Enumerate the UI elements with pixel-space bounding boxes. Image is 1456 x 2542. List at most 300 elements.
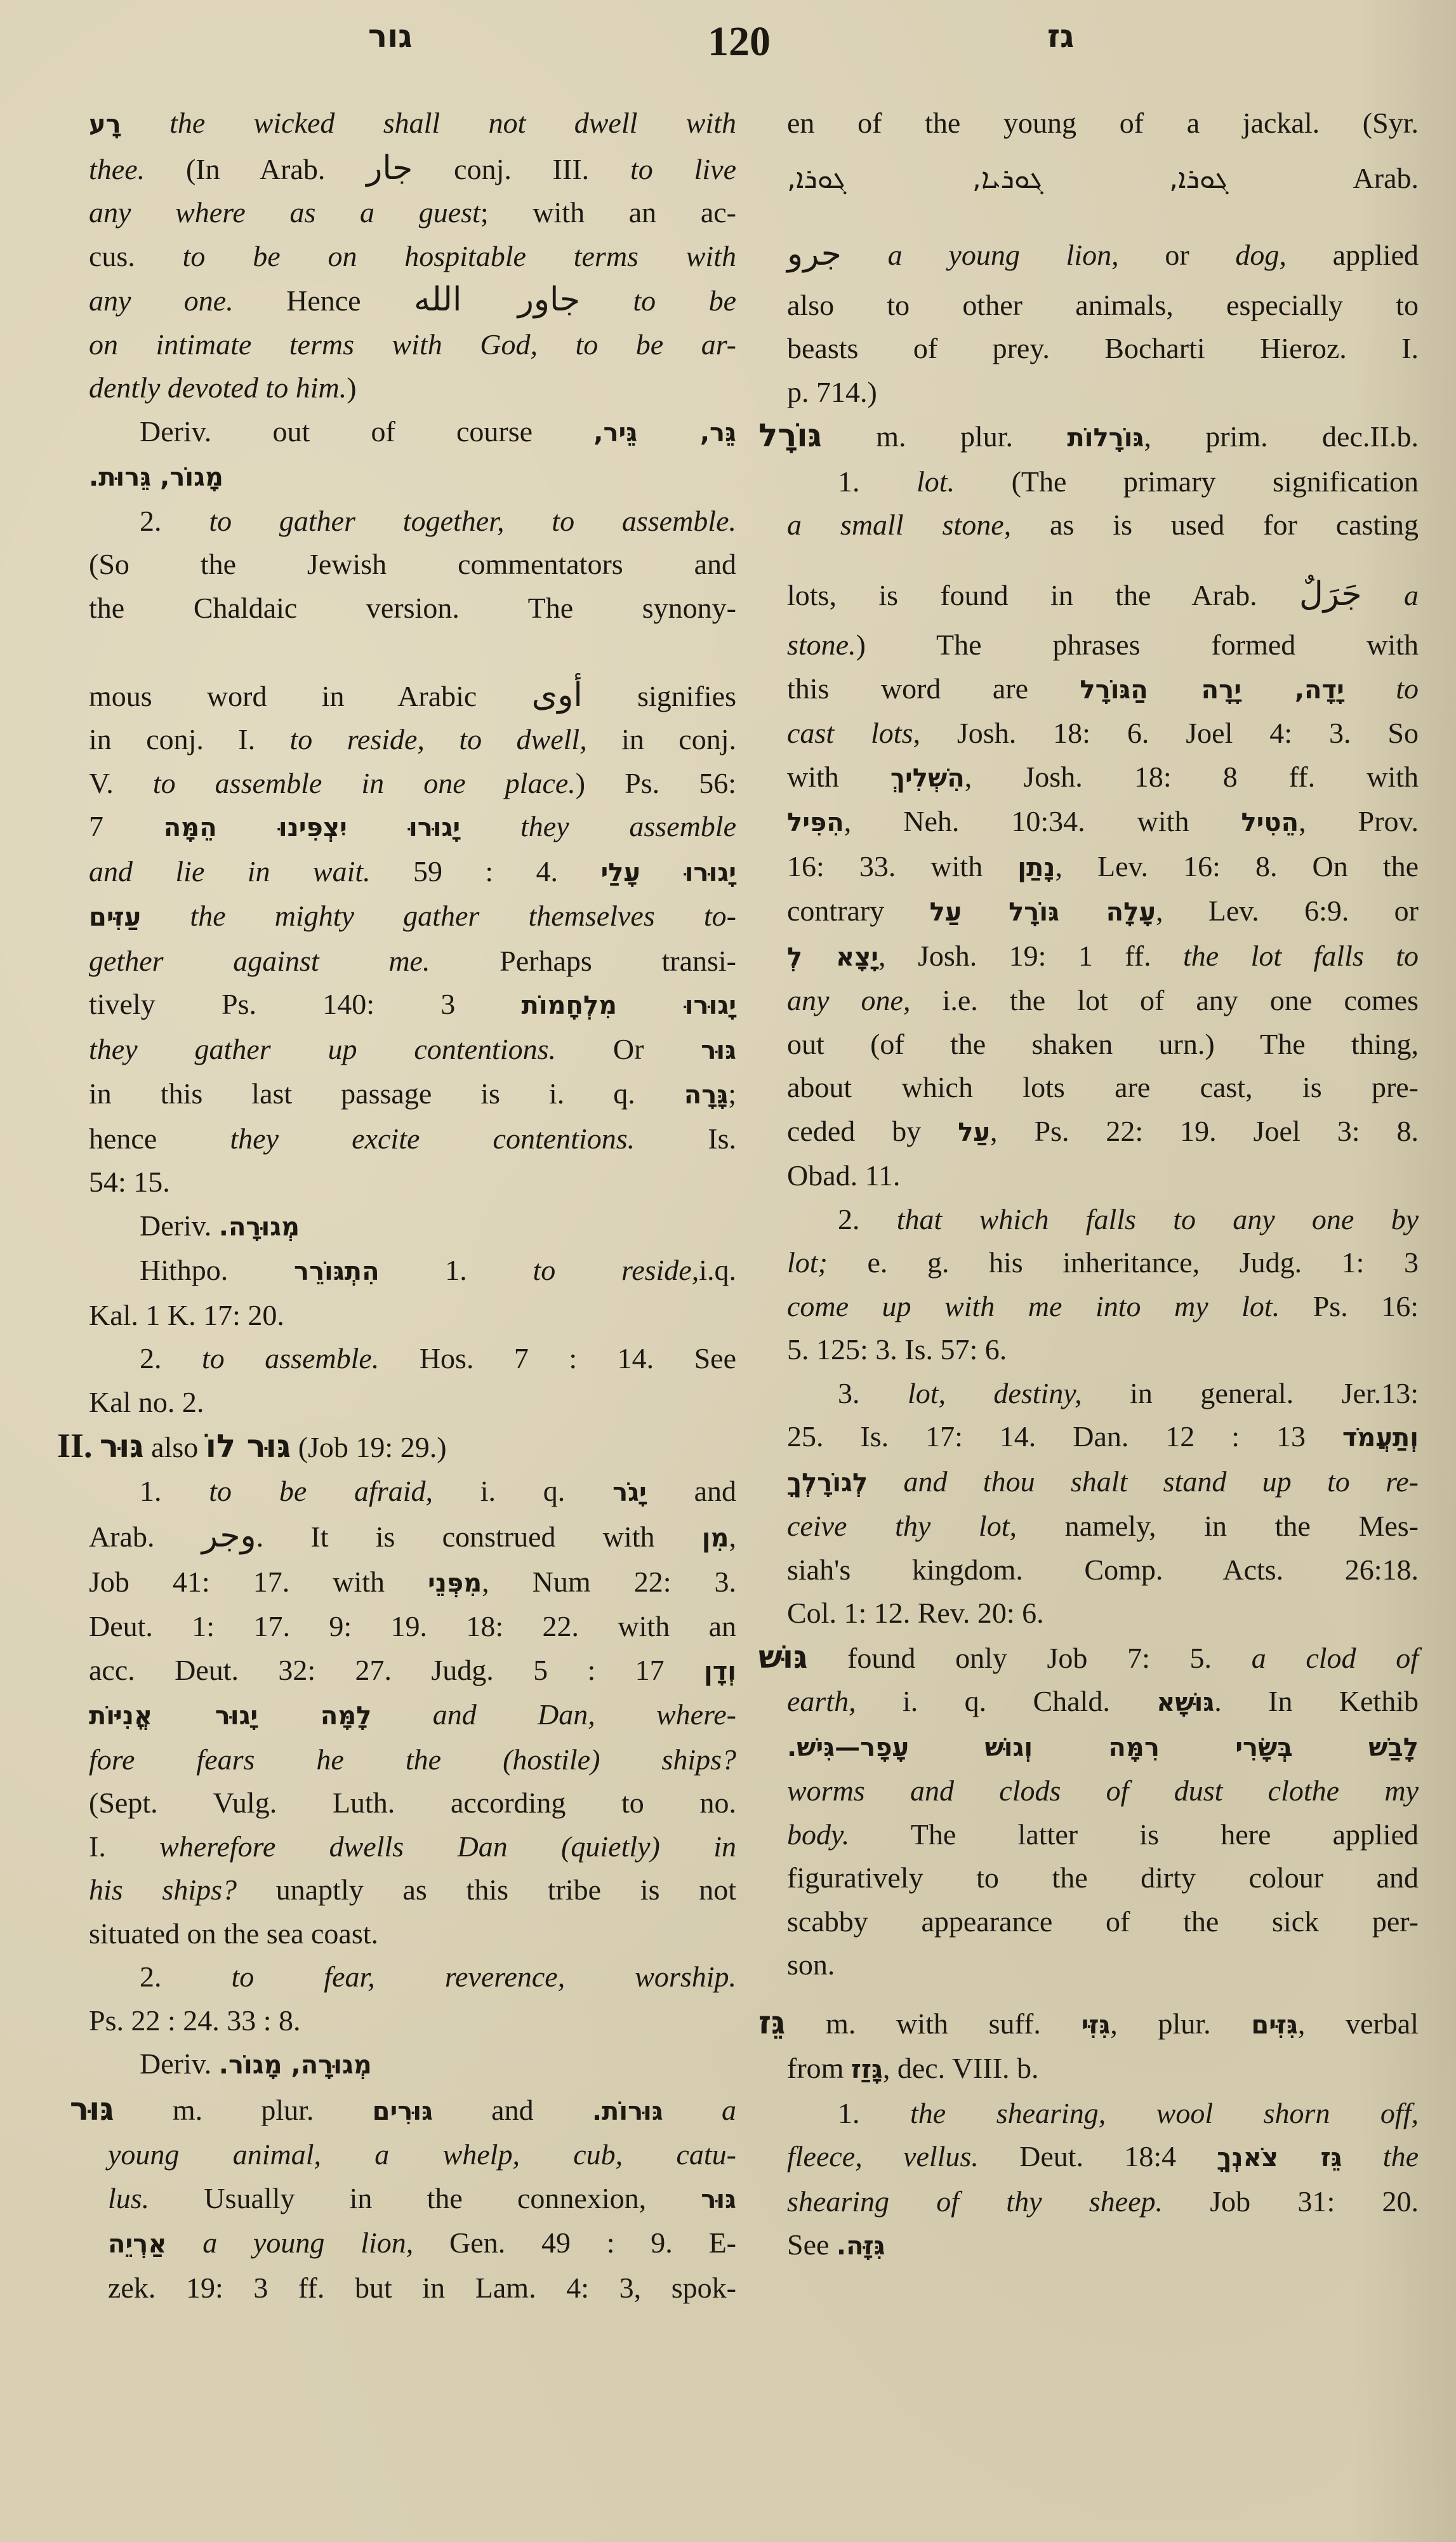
- text: 54: 15.: [89, 1166, 170, 1198]
- text: namely, in the Mes-: [1017, 1510, 1419, 1542]
- text-line: [787, 284, 1419, 328]
- text: Hithpo.: [140, 1254, 294, 1286]
- gloss: ceive thy lot,: [787, 1510, 1017, 1542]
- hebrew-word: גִּזִּים: [1251, 2010, 1298, 2040]
- gloss: to be: [580, 284, 736, 317]
- text-line: [787, 157, 1419, 201]
- text: found only Job 7: 5.: [807, 1641, 1252, 1674]
- text: , plur.: [1110, 2007, 1252, 2040]
- arabic-word: جرو: [787, 235, 842, 273]
- text: , Lev. 6:9. or: [1155, 895, 1419, 927]
- text-line: [89, 543, 736, 587]
- text: conj. III.: [413, 152, 630, 185]
- running-head-left-word: גור: [368, 18, 413, 55]
- sense-number: 2.: [140, 504, 209, 537]
- text: m. with suff.: [785, 2007, 1082, 2040]
- hebrew-word: נָתַן: [1017, 853, 1056, 882]
- headword-variant: גּוּר לוֹ: [205, 1428, 291, 1465]
- text-line: [89, 1381, 736, 1425]
- text-line: [89, 323, 736, 367]
- text: cus.: [89, 239, 183, 272]
- hebrew-word: מִן: [701, 1524, 729, 1553]
- text: Kal. 1 K. 17: 20.: [89, 1298, 284, 1331]
- text: , Prov.: [1299, 805, 1419, 837]
- text-line: [89, 805, 736, 850]
- gloss: earth,: [787, 1685, 856, 1717]
- text-line: [89, 1912, 736, 1956]
- gloss: fore fears he the (hostile) ships?: [89, 1743, 736, 1776]
- text-line: [89, 1560, 736, 1606]
- text: with: [787, 760, 890, 793]
- gloss: the lot falls to: [1182, 939, 1419, 972]
- gloss: any one,: [787, 984, 911, 1016]
- gloss: the wicked shall not dwell with: [121, 107, 736, 139]
- gloss: fleece, vellus.: [787, 2140, 979, 2173]
- text: Obad. 11.: [787, 1159, 901, 1192]
- text: Arab.: [1228, 161, 1419, 194]
- text: i.e. the lot of any one comes: [910, 984, 1419, 1016]
- headword: גּוּר: [100, 1428, 144, 1465]
- hebrew-word: מְגוּרָה.: [218, 1212, 300, 1242]
- text: situated on the sea coast.: [89, 1917, 379, 1950]
- text: Usually in the connexion,: [149, 2181, 701, 2214]
- text-line: [787, 1769, 1419, 1813]
- text: about which lots are cast, is pre-: [787, 1071, 1419, 1103]
- text-line: [787, 712, 1419, 755]
- text: lots, is found in the Arab.: [787, 578, 1300, 611]
- text: ; with an ac-: [480, 196, 736, 229]
- text: ) The phrases formed with: [856, 629, 1419, 661]
- hebrew-word: הִתְגּוֹרֵר: [294, 1257, 380, 1286]
- arabic-word: أوى: [531, 675, 583, 714]
- text: Kal no. 2.: [89, 1385, 204, 1418]
- text: , Neh. 10:34. with: [844, 805, 1241, 837]
- text-line: [89, 1204, 736, 1249]
- headword: גּוּשׁ: [758, 1638, 808, 1675]
- text: p. 714.): [787, 375, 877, 408]
- text: siah's kingdom. Comp. Acts. 26:18.: [787, 1553, 1419, 1586]
- text-line: [89, 674, 736, 719]
- text: m. plur.: [821, 420, 1068, 453]
- gloss: worms and clods of dust clothe my: [787, 1774, 1419, 1807]
- text: in conj.: [586, 723, 737, 755]
- text: 59 : 4.: [370, 855, 601, 888]
- left-column: [57, 102, 737, 2310]
- gloss: and thou shalt stand up to re-: [868, 1465, 1419, 1498]
- hebrew-word: גּוּרוֹת.: [592, 2096, 663, 2126]
- text: 2.: [140, 1342, 202, 1374]
- text: the Chaldaic version. The synony-: [89, 591, 736, 624]
- text-line: [89, 410, 736, 455]
- gloss: to reside,: [533, 1254, 699, 1286]
- text: . In Kethib: [1214, 1685, 1419, 1717]
- text: applied: [1286, 239, 1419, 271]
- gloss: a young lion,: [841, 239, 1119, 271]
- text: in general. Jer.13:: [1082, 1376, 1419, 1409]
- gloss: to be afraid,: [209, 1474, 433, 1507]
- text: Or: [555, 1032, 701, 1065]
- text-line: [108, 2221, 736, 2266]
- gloss: lot, destiny,: [907, 1376, 1082, 1409]
- text-line: [108, 2133, 736, 2177]
- text: i.q.: [699, 1254, 737, 1286]
- text: Job 41: 17. with: [89, 1565, 428, 1598]
- text-line: [787, 755, 1419, 801]
- hebrew-word: אַרְיֵה: [108, 2230, 167, 2259]
- text-line: [89, 1028, 736, 1073]
- text-line: [787, 1592, 1419, 1635]
- text-line: [787, 979, 1419, 1023]
- text-line: [787, 1943, 1419, 1987]
- gloss: to fear, reverence, worship.: [231, 1960, 736, 1993]
- text: 1.: [379, 1254, 533, 1286]
- gloss: any one.: [89, 284, 234, 317]
- arabic-word: جاور الله: [414, 281, 581, 319]
- text-line: [787, 1900, 1419, 1944]
- text-line: [787, 1725, 1419, 1770]
- hebrew-word: יָגוּרוּ יִצְפִּינוּ הֵמָּה: [163, 813, 461, 842]
- text-line: [787, 232, 1419, 277]
- text: i. q. Chald.: [856, 1685, 1157, 1717]
- running-head: [0, 13, 1456, 76]
- text-line: [89, 1955, 736, 1999]
- text-line: [89, 1337, 736, 1381]
- text-line: [787, 1241, 1419, 1285]
- text: Arab.: [89, 1521, 202, 1553]
- text-line: [89, 1605, 736, 1649]
- text-line: [89, 455, 736, 500]
- hebrew-word: גָּרָה: [684, 1081, 729, 1110]
- text-line: [787, 1285, 1419, 1329]
- gloss: a: [663, 2093, 737, 2126]
- page-number: 120: [708, 18, 771, 65]
- text: Col. 1: 12. Rev. 20: 6.: [787, 1597, 1044, 1629]
- gloss: to assemble in one place.: [152, 766, 576, 799]
- text-line: [787, 1460, 1419, 1505]
- headword-line: [57, 1424, 736, 1470]
- text-line: [787, 371, 1419, 415]
- text-line: [108, 2177, 736, 2222]
- hebrew-word: גּוּר: [701, 1035, 736, 1065]
- text: out (of the shaken urn.) The thing,: [787, 1027, 1419, 1060]
- text-line: [89, 940, 736, 983]
- text: V.: [89, 766, 153, 799]
- text-line: [89, 235, 736, 279]
- gloss: thee.: [89, 152, 145, 185]
- text-line: [787, 573, 1419, 618]
- hebrew-word: לְגוֹרָלְךָ: [787, 1468, 868, 1498]
- hebrew-word: גּוּשָׁא: [1156, 1688, 1215, 1717]
- text-line: [108, 2266, 736, 2310]
- gloss: stone.: [787, 629, 856, 661]
- text-line: [89, 762, 736, 806]
- text: Perhaps transi-: [430, 944, 736, 977]
- entry-continuation: [89, 102, 736, 1424]
- gloss: to: [1344, 672, 1419, 705]
- text-line: [787, 1023, 1419, 1067]
- headword: גּוֹרָל: [758, 417, 822, 454]
- text-line: [89, 147, 736, 192]
- text-line: [89, 1738, 736, 1782]
- text-line: [89, 1117, 736, 1161]
- text: Gen. 49 : 9. E-: [413, 2226, 736, 2259]
- roman-numeral: II.: [57, 1427, 93, 1465]
- text: ,: [729, 1521, 736, 1553]
- text-line: [89, 1999, 736, 2043]
- text-line: [89, 587, 736, 630]
- entry-gez: [758, 2001, 1419, 2268]
- gloss: to be on hospitable terms with: [182, 239, 736, 272]
- gloss: a clod of: [1251, 1641, 1419, 1674]
- hebrew-word: גֵּר, גֵּיר,: [593, 418, 736, 448]
- syriac-words: ܓܘܪܐ, ܓܘܪܝܐ, ܓܘܪܐ,: [787, 162, 1229, 195]
- text: ): [347, 371, 357, 404]
- text: , Josh. 18: 8 ff. with: [964, 760, 1419, 793]
- text-line: [787, 2047, 1419, 2092]
- gloss: body.: [787, 1818, 850, 1851]
- entry-gur-ii-body: [89, 1470, 736, 2087]
- text-line: [787, 460, 1419, 504]
- text-line: [89, 718, 736, 762]
- text: also to other animals, especially to: [787, 288, 1419, 321]
- text-line: [787, 1198, 1419, 1242]
- hebrew-word: רָע: [89, 110, 121, 139]
- text: , prim. dec.II.b.: [1144, 420, 1419, 453]
- gloss: to reside, to dwell,: [289, 723, 587, 755]
- text-line: [787, 1505, 1419, 1548]
- text: I.: [89, 1830, 160, 1863]
- gloss: come up with me into my lot.: [787, 1289, 1280, 1322]
- text-line: [89, 1868, 736, 1912]
- text: e. g. his inheritance, Judg. 1: 3: [827, 1246, 1419, 1279]
- text-line: [787, 623, 1419, 667]
- text: or: [1118, 239, 1236, 271]
- hebrew-word: גִּזָּה.: [836, 2232, 885, 2261]
- gloss: lot.: [917, 465, 955, 498]
- entry-gur-noun-body: [89, 2133, 736, 2310]
- text: hence: [89, 1122, 230, 1155]
- hebrew-word: יָגוּרוּ עָלַי: [600, 858, 736, 888]
- hebrew-word: מְגוּרָה, מָגוֹר.: [218, 2051, 372, 2080]
- deriv-label: Deriv. out of course: [140, 415, 594, 448]
- hebrew-word: מִפְּנֵי: [428, 1568, 482, 1598]
- text: and: [646, 1474, 736, 1507]
- text: i. q.: [432, 1474, 613, 1507]
- text: Ps. 22 : 24. 33 : 8.: [89, 2004, 301, 2037]
- entry-gur-noun: [70, 2087, 736, 2134]
- hebrew-word: גִּזִּי: [1081, 2010, 1111, 2040]
- headword-line: [70, 2087, 736, 2134]
- text: 7: [89, 810, 164, 842]
- right-column: [758, 102, 1419, 2268]
- text-line: [89, 1693, 736, 1738]
- deriv-label: Deriv.: [140, 1209, 219, 1242]
- sense-number: 2.: [140, 1960, 232, 1993]
- text-line: [787, 1154, 1419, 1198]
- text: from: [787, 2052, 851, 2084]
- text-line: [89, 1161, 736, 1204]
- text: , Ps. 22: 19. Joel 3: 8.: [989, 1114, 1419, 1147]
- gloss: gether against me.: [89, 944, 430, 977]
- sense-number: 1.: [838, 2096, 910, 2129]
- text: acc. Deut. 32: 27. Judg. 5 : 17: [89, 1653, 705, 1686]
- text-line: [787, 2223, 1419, 2268]
- spacer: [89, 630, 736, 674]
- hebrew-word: גּוֹרָלוֹת: [1067, 423, 1144, 453]
- text: , Josh. 19: 1 ff.: [878, 939, 1183, 972]
- hebrew-quote: לָבַשׁ בְּשָׂרִי רִמָּה וְגוּשׁ עָפָר—גִּישׁ.: [787, 1733, 1419, 1762]
- arabic-word: جار: [366, 149, 413, 187]
- text: en of the young of a jackal. (Syr.: [787, 107, 1419, 139]
- arabic-word: وجر: [201, 1517, 256, 1555]
- text: tively Ps. 140: 3: [89, 988, 522, 1020]
- headword-line: [758, 414, 1419, 460]
- entry-gur-noun-continued: [758, 102, 1419, 414]
- text-line: [89, 500, 736, 543]
- text-line: [89, 2042, 736, 2087]
- text: Hence: [233, 284, 414, 317]
- hebrew-word: גּוּרִים: [372, 2096, 433, 2126]
- hebrew-word: הֵטִיל: [1241, 808, 1299, 837]
- text: contrary: [787, 895, 930, 927]
- hebrew-word: וְתַעֲמֹד: [1342, 1423, 1419, 1453]
- text: son.: [787, 1948, 835, 1981]
- text-line: [787, 327, 1419, 371]
- sense-number: 2.: [838, 1202, 897, 1235]
- text-line: [787, 2135, 1419, 2180]
- text: unaptly as this tribe is not: [237, 1873, 737, 1906]
- text: ;: [728, 1077, 736, 1110]
- gloss: they assemble: [460, 810, 737, 842]
- gloss: the mighty gather themselves to-: [141, 900, 736, 932]
- hebrew-word: מָגוֹר, גֵּרוּת.: [89, 463, 223, 492]
- deriv-label: Deriv.: [140, 2047, 219, 2080]
- gloss: and lie in wait.: [89, 855, 371, 888]
- entry-gez-body: [758, 2047, 1419, 2268]
- gloss: lot;: [787, 1246, 828, 1279]
- gloss: to live: [630, 152, 736, 185]
- hebrew-word: גֵּז צֹאנְךָ: [1217, 2143, 1342, 2173]
- gloss: dog,: [1235, 239, 1287, 271]
- text: 25. Is. 17: 14. Dan. 12 : 13: [787, 1420, 1342, 1453]
- text-line: [89, 983, 736, 1028]
- gloss: dently devoted to him.: [89, 371, 347, 404]
- text-line: [787, 1066, 1419, 1110]
- text: in this last passage is i. q.: [89, 1077, 684, 1110]
- text: beasts of prey. Bocharti Hieroz. I.: [787, 332, 1419, 364]
- hebrew-word: יָגֹר: [612, 1477, 647, 1507]
- text-line: [89, 850, 736, 895]
- text: and: [432, 2093, 592, 2126]
- text: 5. 125: 3. Is. 57: 6.: [787, 1333, 1007, 1366]
- gloss: shearing of thy sheep.: [787, 2185, 1163, 2218]
- hebrew-word: עַל: [958, 1117, 990, 1147]
- text-line: [787, 845, 1419, 890]
- text: (So the Jewish commentators and: [89, 548, 736, 580]
- hebrew-word: הִשְׁלִיךְ: [890, 763, 965, 793]
- gloss: any where as a guest: [89, 196, 480, 229]
- arabic-word: جَرَلٌ: [1299, 575, 1362, 613]
- text: , dec. VIII. b.: [882, 2052, 1039, 2084]
- text: this word are: [787, 672, 1080, 705]
- text-line: [787, 1856, 1419, 1900]
- text-line: [787, 1415, 1419, 1460]
- text-line: [89, 366, 736, 410]
- text: figuratively to the dirty colour and: [787, 1861, 1419, 1894]
- text: (Sept. Vulg. Luth. according to no.: [89, 1787, 736, 1819]
- hebrew-word: עַזִּים: [89, 903, 142, 932]
- text: ) Ps. 56:: [575, 766, 736, 799]
- text-line: [89, 1470, 736, 1515]
- entry-gur-ii: [57, 1424, 736, 1470]
- text-line: [787, 2092, 1419, 2136]
- entry-goral: [758, 414, 1419, 1635]
- text-line: [787, 667, 1419, 712]
- hebrew-word: עָלָה גּוֹרָל עַל: [929, 898, 1156, 927]
- gloss: young animal, a whelp, cub, catu-: [108, 2138, 736, 2171]
- text-line: [787, 1813, 1419, 1857]
- text-line: [89, 278, 736, 323]
- text: See: [787, 2228, 837, 2261]
- text-line: [787, 1328, 1419, 1372]
- gloss: they excite contentions.: [230, 1122, 635, 1155]
- text: in conj. I.: [89, 723, 290, 755]
- entry-gush-body: [758, 1680, 1419, 1987]
- gloss: on intimate terms with God, to be ar-: [89, 328, 736, 361]
- text: Ps. 16:: [1280, 1289, 1419, 1322]
- text: (In Arab.: [145, 152, 367, 185]
- reference: (Job 19: 29.): [291, 1431, 447, 1463]
- text-line: [89, 1072, 736, 1117]
- text: 16: 33. with: [787, 849, 1018, 882]
- text-line: [787, 503, 1419, 547]
- spacer: [787, 201, 1419, 232]
- hebrew-word: יָצָא לְ: [787, 942, 879, 972]
- hebrew-word: לָמָּה יָגוּר אֳנִיּוֹת: [89, 1701, 372, 1731]
- text: , Lev. 16: 8. On the: [1055, 849, 1419, 882]
- gloss: his ships?: [89, 1873, 237, 1906]
- text: mous word in Arabic: [89, 679, 532, 712]
- gloss: cast lots,: [787, 717, 920, 749]
- gloss: a: [1361, 578, 1419, 611]
- hebrew-word: גָּזַז: [850, 2055, 883, 2084]
- text-line: [89, 1514, 736, 1560]
- text-line: [787, 800, 1419, 845]
- text-line: [787, 1110, 1419, 1155]
- headword-line: [758, 2001, 1419, 2047]
- text: Josh. 18: 6. Joel 4: 3. So: [920, 717, 1419, 749]
- text: , Num 22: 3.: [482, 1565, 736, 1598]
- gloss: to assemble.: [201, 1342, 380, 1374]
- text: Job 31: 20.: [1163, 2185, 1419, 2218]
- entry-goral-body: [758, 460, 1419, 1635]
- text: Hos. 7 : 14. See: [379, 1342, 736, 1374]
- gloss: lus.: [108, 2181, 150, 2214]
- text: signifies: [582, 679, 736, 712]
- text: ceded by: [787, 1114, 958, 1147]
- gloss: a young lion,: [166, 2226, 414, 2259]
- sense-number: 1.: [140, 1474, 209, 1507]
- text: The latter is here applied: [849, 1818, 1419, 1851]
- hebrew-word: יָגוּרוּ מִלְחָמוֹת: [521, 991, 736, 1020]
- text-line: [89, 1825, 736, 1869]
- text: also: [143, 1431, 206, 1463]
- text-line: [787, 1680, 1419, 1725]
- text: zek. 19: 3 ff. but in Lam. 4: 3, spok-: [108, 2271, 736, 2304]
- text-line: [787, 1372, 1419, 1416]
- text: (The primary signification: [955, 465, 1419, 498]
- gloss: the: [1342, 2140, 1419, 2173]
